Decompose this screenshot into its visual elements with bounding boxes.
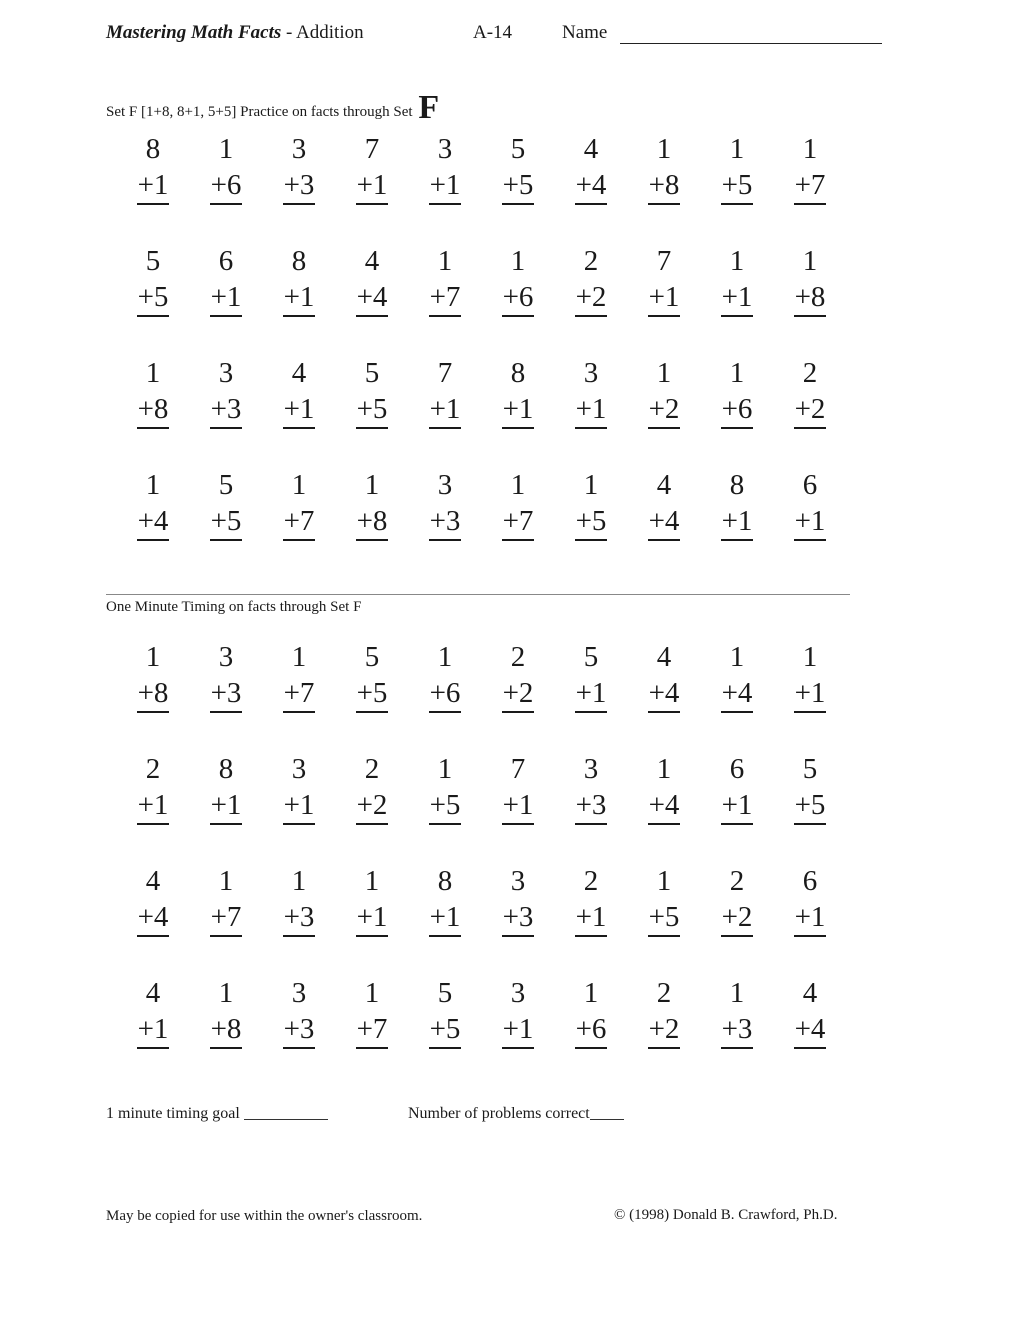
problem-addend-top: 5 bbox=[510, 133, 526, 165]
problem-addend-bottom: +4 bbox=[721, 679, 754, 713]
problem-addend-bottom: +8 bbox=[356, 507, 389, 541]
timing-section-label: One Minute Timing on facts through Set F bbox=[106, 599, 362, 615]
problem-addend-top: 3 bbox=[291, 977, 307, 1009]
problem-addend-bottom: +1 bbox=[356, 903, 389, 937]
addition-problem bbox=[269, 867, 329, 937]
title-subject: Addition bbox=[296, 22, 364, 43]
problem-addend-bottom: +5 bbox=[429, 1015, 462, 1049]
addition-problem bbox=[269, 755, 329, 825]
problem-addend-bottom: +2 bbox=[648, 395, 681, 429]
problem-addend-top: 2 bbox=[510, 641, 526, 673]
problems-correct-label: Number of problems correct bbox=[408, 1105, 590, 1122]
problem-addend-bottom: +2 bbox=[794, 395, 827, 429]
addition-problem bbox=[196, 247, 256, 317]
problem-addend-bottom: +3 bbox=[210, 395, 243, 429]
practice-set-letter: F bbox=[418, 89, 440, 126]
problem-addend-bottom: +1 bbox=[502, 1015, 535, 1049]
addition-problem bbox=[707, 359, 767, 429]
problem-addend-bottom: +5 bbox=[721, 171, 754, 205]
addition-problem bbox=[561, 755, 621, 825]
problem-addend-bottom: +1 bbox=[429, 395, 462, 429]
problem-addend-bottom: +2 bbox=[356, 791, 389, 825]
addition-problem bbox=[488, 135, 548, 205]
problem-addend-top: 8 bbox=[218, 753, 234, 785]
problem-addend-bottom: +1 bbox=[210, 791, 243, 825]
problem-addend-top: 3 bbox=[291, 133, 307, 165]
addition-problem bbox=[634, 867, 694, 937]
problem-addend-top: 3 bbox=[510, 977, 526, 1009]
problem-addend-bottom: +1 bbox=[210, 283, 243, 317]
copy-permission-note: May be copied for use within the owner's classroom. bbox=[106, 1208, 423, 1224]
problem-addend-bottom: +4 bbox=[575, 171, 608, 205]
problem-addend-bottom: +3 bbox=[210, 679, 243, 713]
problem-addend-top: 1 bbox=[291, 865, 307, 897]
addition-problem bbox=[634, 979, 694, 1049]
problem-addend-top: 2 bbox=[583, 865, 599, 897]
problem-addend-top: 4 bbox=[364, 245, 380, 277]
addition-problem bbox=[123, 359, 183, 429]
problem-addend-bottom: +3 bbox=[502, 903, 535, 937]
addition-problem bbox=[269, 643, 329, 713]
problem-addend-bottom: +6 bbox=[502, 283, 535, 317]
section-divider bbox=[106, 594, 850, 595]
addition-problem bbox=[123, 979, 183, 1049]
addition-problem bbox=[415, 643, 475, 713]
problem-addend-top: 4 bbox=[802, 977, 818, 1009]
problem-addend-top: 5 bbox=[218, 469, 234, 501]
problem-addend-top: 2 bbox=[583, 245, 599, 277]
addition-problem bbox=[415, 359, 475, 429]
problem-addend-bottom: +3 bbox=[429, 507, 462, 541]
addition-problem bbox=[196, 867, 256, 937]
problem-addend-bottom: +1 bbox=[575, 903, 608, 937]
problem-addend-top: 6 bbox=[218, 245, 234, 277]
problem-addend-bottom: +4 bbox=[648, 791, 681, 825]
addition-problem bbox=[342, 867, 402, 937]
addition-problem bbox=[196, 471, 256, 541]
addition-problem bbox=[488, 247, 548, 317]
problem-addend-bottom: +1 bbox=[283, 283, 316, 317]
problem-addend-bottom: +3 bbox=[575, 791, 608, 825]
problem-addend-top: 1 bbox=[729, 641, 745, 673]
problem-addend-bottom: +1 bbox=[137, 791, 170, 825]
timing-goal-label: 1 minute timing goal bbox=[106, 1105, 240, 1122]
problem-addend-top: 1 bbox=[583, 469, 599, 501]
problem-addend-bottom: +1 bbox=[794, 507, 827, 541]
addition-problem bbox=[269, 979, 329, 1049]
problem-addend-top: 7 bbox=[656, 245, 672, 277]
problem-addend-top: 1 bbox=[145, 357, 161, 389]
problem-addend-top: 5 bbox=[437, 977, 453, 1009]
problem-addend-bottom: +4 bbox=[648, 679, 681, 713]
problem-addend-top: 3 bbox=[291, 753, 307, 785]
problem-addend-bottom: +1 bbox=[794, 903, 827, 937]
problem-addend-bottom: +3 bbox=[721, 1015, 754, 1049]
addition-problem bbox=[561, 471, 621, 541]
addition-problem bbox=[561, 979, 621, 1049]
problem-addend-bottom: +1 bbox=[356, 171, 389, 205]
addition-problem bbox=[123, 867, 183, 937]
problem-addend-top: 1 bbox=[729, 133, 745, 165]
problem-addend-bottom: +1 bbox=[137, 1015, 170, 1049]
problem-addend-top: 1 bbox=[729, 245, 745, 277]
problem-addend-bottom: +4 bbox=[648, 507, 681, 541]
problem-addend-top: 1 bbox=[364, 865, 380, 897]
addition-problem bbox=[196, 755, 256, 825]
problems-correct bbox=[408, 1105, 624, 1123]
problem-addend-bottom: +1 bbox=[502, 395, 535, 429]
title-series: Mastering Math Facts bbox=[106, 22, 282, 43]
problem-addend-top: 1 bbox=[656, 133, 672, 165]
addition-problem bbox=[196, 359, 256, 429]
problem-addend-bottom: +1 bbox=[721, 507, 754, 541]
addition-problem bbox=[342, 135, 402, 205]
problem-addend-bottom: +7 bbox=[356, 1015, 389, 1049]
problem-addend-bottom: +5 bbox=[502, 171, 535, 205]
addition-problem bbox=[707, 471, 767, 541]
addition-problem bbox=[342, 979, 402, 1049]
problem-addend-bottom: +1 bbox=[502, 791, 535, 825]
problem-addend-top: 1 bbox=[364, 469, 380, 501]
problem-addend-top: 2 bbox=[145, 753, 161, 785]
problem-addend-top: 3 bbox=[583, 753, 599, 785]
problem-addend-bottom: +8 bbox=[137, 395, 170, 429]
problem-addend-bottom: +2 bbox=[575, 283, 608, 317]
addition-problem bbox=[780, 135, 840, 205]
problem-addend-top: 7 bbox=[437, 357, 453, 389]
problem-addend-top: 2 bbox=[802, 357, 818, 389]
addition-problem bbox=[488, 867, 548, 937]
addition-problem bbox=[488, 979, 548, 1049]
problem-addend-top: 1 bbox=[145, 469, 161, 501]
problem-addend-top: 1 bbox=[291, 469, 307, 501]
addition-problem bbox=[415, 979, 475, 1049]
addition-problem bbox=[780, 471, 840, 541]
problem-addend-top: 5 bbox=[145, 245, 161, 277]
problem-addend-top: 3 bbox=[437, 133, 453, 165]
problem-addend-bottom: +1 bbox=[721, 791, 754, 825]
addition-problem bbox=[488, 471, 548, 541]
addition-problem bbox=[780, 643, 840, 713]
addition-problem bbox=[488, 755, 548, 825]
problem-addend-top: 1 bbox=[218, 133, 234, 165]
addition-problem bbox=[196, 643, 256, 713]
addition-problem bbox=[196, 135, 256, 205]
problem-addend-top: 5 bbox=[364, 357, 380, 389]
problem-addend-bottom: +7 bbox=[283, 679, 316, 713]
addition-problem bbox=[634, 247, 694, 317]
addition-problem bbox=[488, 359, 548, 429]
problem-addend-top: 1 bbox=[510, 245, 526, 277]
addition-problem bbox=[561, 359, 621, 429]
addition-problem bbox=[342, 643, 402, 713]
addition-problem bbox=[415, 867, 475, 937]
worksheet-header bbox=[0, 20, 1024, 50]
problem-addend-top: 1 bbox=[729, 977, 745, 1009]
problem-addend-bottom: +4 bbox=[137, 903, 170, 937]
problem-addend-top: 2 bbox=[656, 977, 672, 1009]
name-blank-line[interactable] bbox=[620, 43, 882, 44]
problem-addend-top: 1 bbox=[437, 245, 453, 277]
problem-addend-bottom: +1 bbox=[429, 171, 462, 205]
problem-addend-top: 5 bbox=[583, 641, 599, 673]
problem-addend-top: 4 bbox=[145, 977, 161, 1009]
problem-addend-top: 1 bbox=[364, 977, 380, 1009]
problem-addend-top: 4 bbox=[656, 641, 672, 673]
problem-addend-bottom: +7 bbox=[502, 507, 535, 541]
addition-problem bbox=[269, 247, 329, 317]
title-separator: - bbox=[281, 22, 297, 43]
timing-goal bbox=[106, 1105, 328, 1123]
problem-addend-top: 3 bbox=[583, 357, 599, 389]
problem-addend-top: 8 bbox=[145, 133, 161, 165]
problem-addend-top: 6 bbox=[802, 469, 818, 501]
problem-addend-bottom: +4 bbox=[137, 507, 170, 541]
problem-addend-top: 1 bbox=[218, 865, 234, 897]
problem-addend-bottom: +5 bbox=[575, 507, 608, 541]
problem-addend-top: 8 bbox=[291, 245, 307, 277]
problem-addend-bottom: +1 bbox=[648, 283, 681, 317]
problem-addend-top: 8 bbox=[437, 865, 453, 897]
problem-addend-bottom: +1 bbox=[283, 395, 316, 429]
problem-addend-bottom: +5 bbox=[429, 791, 462, 825]
addition-problem bbox=[123, 247, 183, 317]
problem-addend-top: 3 bbox=[218, 357, 234, 389]
problem-addend-bottom: +2 bbox=[721, 903, 754, 937]
problem-addend-top: 3 bbox=[437, 469, 453, 501]
copyright-notice: © (1998) Donald B. Crawford, Ph.D. bbox=[614, 1207, 838, 1223]
addition-problem bbox=[634, 643, 694, 713]
problem-addend-top: 4 bbox=[291, 357, 307, 389]
addition-problem bbox=[561, 247, 621, 317]
addition-problem bbox=[707, 135, 767, 205]
problem-addend-bottom: +1 bbox=[721, 283, 754, 317]
problem-addend-bottom: +4 bbox=[356, 283, 389, 317]
worksheet-title bbox=[106, 22, 364, 44]
addition-problem bbox=[342, 471, 402, 541]
addition-problem bbox=[123, 643, 183, 713]
problem-addend-top: 2 bbox=[364, 753, 380, 785]
problem-addend-top: 5 bbox=[802, 753, 818, 785]
problem-addend-bottom: +8 bbox=[794, 283, 827, 317]
addition-problem bbox=[634, 135, 694, 205]
addition-problem bbox=[342, 755, 402, 825]
problem-addend-top: 1 bbox=[145, 641, 161, 673]
practice-section-label bbox=[106, 89, 440, 126]
problem-addend-bottom: +5 bbox=[356, 395, 389, 429]
problem-addend-top: 3 bbox=[510, 865, 526, 897]
problem-addend-top: 1 bbox=[583, 977, 599, 1009]
problem-addend-bottom: +6 bbox=[429, 679, 462, 713]
addition-problem bbox=[196, 979, 256, 1049]
addition-problem bbox=[780, 755, 840, 825]
addition-problem bbox=[415, 755, 475, 825]
addition-problem bbox=[415, 135, 475, 205]
addition-problem bbox=[561, 135, 621, 205]
problem-addend-bottom: +1 bbox=[283, 791, 316, 825]
problem-addend-top: 1 bbox=[291, 641, 307, 673]
addition-problem bbox=[123, 471, 183, 541]
problem-addend-top: 5 bbox=[364, 641, 380, 673]
problem-addend-bottom: +4 bbox=[794, 1015, 827, 1049]
addition-problem bbox=[342, 359, 402, 429]
problem-addend-bottom: +8 bbox=[648, 171, 681, 205]
problem-addend-bottom: +5 bbox=[794, 791, 827, 825]
addition-problem bbox=[269, 135, 329, 205]
addition-problem bbox=[269, 471, 329, 541]
problem-addend-bottom: +3 bbox=[283, 171, 316, 205]
problem-addend-bottom: +1 bbox=[794, 679, 827, 713]
problem-addend-top: 6 bbox=[802, 865, 818, 897]
addition-problem bbox=[780, 979, 840, 1049]
practice-label-text: Set F [1+8, 8+1, 5+5] Practice on facts through Set bbox=[106, 104, 413, 120]
name-label: Name bbox=[562, 22, 608, 43]
problem-addend-top: 4 bbox=[656, 469, 672, 501]
addition-problem bbox=[780, 867, 840, 937]
problem-addend-bottom: +5 bbox=[210, 507, 243, 541]
problem-addend-top: 1 bbox=[802, 245, 818, 277]
addition-problem bbox=[780, 359, 840, 429]
addition-problem bbox=[269, 359, 329, 429]
problem-addend-top: 8 bbox=[510, 357, 526, 389]
problem-addend-bottom: +8 bbox=[210, 1015, 243, 1049]
addition-problem bbox=[415, 247, 475, 317]
problem-addend-bottom: +6 bbox=[721, 395, 754, 429]
addition-problem bbox=[561, 643, 621, 713]
addition-problem bbox=[780, 247, 840, 317]
addition-problem bbox=[415, 471, 475, 541]
addition-problem bbox=[634, 359, 694, 429]
problem-addend-bottom: +3 bbox=[283, 1015, 316, 1049]
problem-addend-bottom: +2 bbox=[502, 679, 535, 713]
addition-problem bbox=[123, 135, 183, 205]
problem-addend-top: 7 bbox=[364, 133, 380, 165]
addition-problem bbox=[488, 643, 548, 713]
problem-addend-bottom: +1 bbox=[575, 395, 608, 429]
problem-addend-top: 6 bbox=[729, 753, 745, 785]
problem-addend-top: 2 bbox=[729, 865, 745, 897]
problem-addend-bottom: +6 bbox=[210, 171, 243, 205]
problem-addend-top: 1 bbox=[437, 753, 453, 785]
addition-problem bbox=[123, 755, 183, 825]
problem-addend-top: 4 bbox=[145, 865, 161, 897]
addition-problem bbox=[707, 867, 767, 937]
problem-addend-top: 1 bbox=[510, 469, 526, 501]
problems-correct-blank[interactable] bbox=[590, 1119, 624, 1120]
addition-problem bbox=[634, 755, 694, 825]
problem-addend-top: 1 bbox=[802, 133, 818, 165]
problem-addend-bottom: +1 bbox=[575, 679, 608, 713]
problem-addend-bottom: +5 bbox=[356, 679, 389, 713]
problem-addend-top: 1 bbox=[656, 753, 672, 785]
problem-addend-top: 4 bbox=[583, 133, 599, 165]
problem-addend-top: 1 bbox=[656, 357, 672, 389]
addition-problem bbox=[707, 247, 767, 317]
problem-addend-bottom: +3 bbox=[283, 903, 316, 937]
problem-addend-bottom: +1 bbox=[137, 171, 170, 205]
problem-addend-top: 1 bbox=[218, 977, 234, 1009]
problem-addend-top: 1 bbox=[437, 641, 453, 673]
problem-addend-top: 3 bbox=[218, 641, 234, 673]
problem-addend-bottom: +1 bbox=[429, 903, 462, 937]
problem-addend-bottom: +2 bbox=[648, 1015, 681, 1049]
problem-addend-bottom: +7 bbox=[210, 903, 243, 937]
addition-problem bbox=[561, 867, 621, 937]
timing-goal-blank[interactable] bbox=[244, 1119, 328, 1120]
problem-addend-bottom: +7 bbox=[794, 171, 827, 205]
problem-addend-bottom: +5 bbox=[648, 903, 681, 937]
problem-addend-top: 8 bbox=[729, 469, 745, 501]
problem-addend-bottom: +8 bbox=[137, 679, 170, 713]
problem-addend-bottom: +6 bbox=[575, 1015, 608, 1049]
addition-problem bbox=[707, 755, 767, 825]
problem-addend-bottom: +7 bbox=[283, 507, 316, 541]
problem-addend-top: 1 bbox=[656, 865, 672, 897]
addition-problem bbox=[707, 979, 767, 1049]
problem-addend-bottom: +7 bbox=[429, 283, 462, 317]
problem-addend-top: 7 bbox=[510, 753, 526, 785]
addition-problem bbox=[342, 247, 402, 317]
problem-addend-bottom: +5 bbox=[137, 283, 170, 317]
worksheet-code: A-14 bbox=[473, 22, 513, 43]
addition-problem bbox=[707, 643, 767, 713]
addition-problem bbox=[634, 471, 694, 541]
problem-addend-top: 1 bbox=[729, 357, 745, 389]
problem-addend-top: 1 bbox=[802, 641, 818, 673]
